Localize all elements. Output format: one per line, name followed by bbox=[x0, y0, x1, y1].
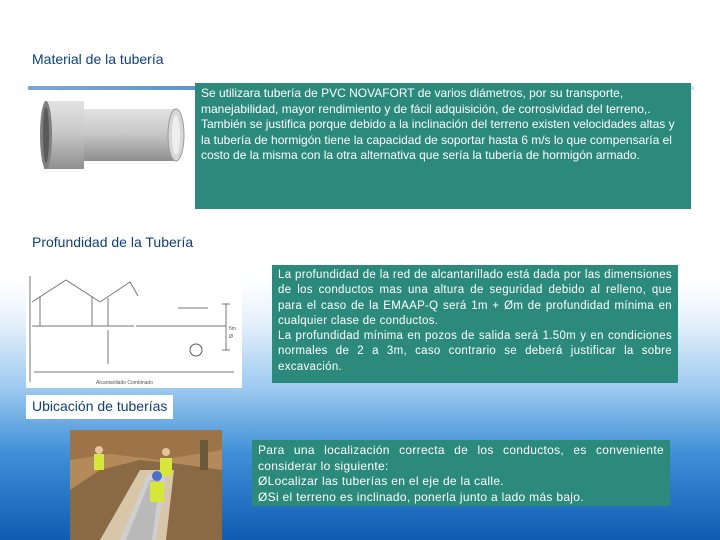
ubicacion-description bbox=[252, 440, 670, 506]
heading-material-text: Material de la tubería bbox=[32, 51, 164, 67]
pvc-pipe-icon bbox=[40, 95, 190, 175]
material-paragraph-1: Se utilizara tubería de PVC NOVAFORT de varios diámetros, por su transporte, manejabilidad, mayor rendimiento y de fácil adquisición, de corrosividad del terreno,. bbox=[201, 86, 651, 116]
sewer-depth-diagram-icon bbox=[26, 268, 242, 388]
ubicacion-paragraph-1: Para una localización correcta de los conductos, es conveniente considerar lo siguiente: bbox=[258, 443, 664, 473]
heading-profundidad-text: Profundidad de la Tubería bbox=[32, 234, 194, 250]
diagram-diameter-label: Ø bbox=[229, 334, 233, 340]
ubicacion-bullet-2: ØSi el terreno es inclinado, ponerla junto a lado más bajo. bbox=[258, 489, 584, 504]
diagram-caption: Alcantarillado Combinado bbox=[96, 380, 153, 386]
heading-profundidad bbox=[26, 231, 199, 255]
heading-ubicacion-text: Ubicación de tuberías bbox=[32, 398, 168, 414]
diagram-depth-label: 5m bbox=[229, 326, 236, 332]
material-description bbox=[195, 83, 691, 209]
material-paragraph-2: También se justifica porque debido a la inclinación del terreno existen velocidades altas y la tubería de hormigón tiene la capacidad de soportar hasta 6 m/s lo que compensaría el costo de la misma con la otra alternativa que sería la tubería de hormigón armado. bbox=[201, 117, 675, 162]
profundidad-paragraph-2: La profundidad mínima en pozos de salida será 1.50m y en condiciones normales de 2 a 3m, caso contrario se deberá justificar la sobre excavación. bbox=[278, 330, 672, 373]
heading-ubicacion bbox=[26, 395, 173, 419]
trench-workers-photo-icon bbox=[70, 430, 222, 540]
profundidad-paragraph-1: La profundidad de la red de alcantarillado está dada por las dimensiones de los conductos mas una altura de seguridad debido al relleno, que para el caso de la EMAAP-Q será 1m + Øm de profundidad mínima en cualquier clase de conductos. bbox=[278, 269, 672, 327]
heading-material bbox=[26, 48, 170, 72]
profundidad-description bbox=[272, 265, 678, 383]
ubicacion-bullet-1: ØLocalizar las tuberías en el eje de la calle. bbox=[258, 474, 504, 488]
